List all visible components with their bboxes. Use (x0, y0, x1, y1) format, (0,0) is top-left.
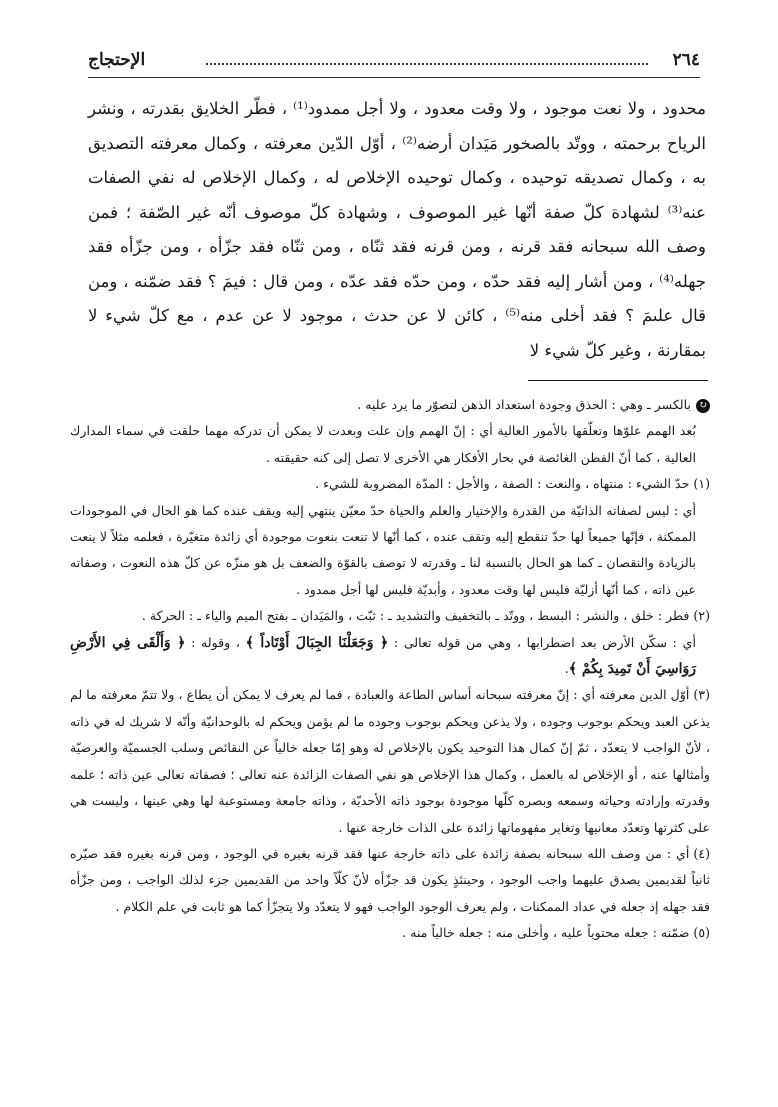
footnote-number: (٤) (693, 845, 710, 861)
footnote-number: (٣) (693, 687, 710, 703)
page-number: ٢٦٤ (672, 50, 700, 70)
main-text (88, 92, 706, 368)
footnote-2-explanation (70, 630, 710, 683)
footnote-text: . (564, 661, 569, 677)
footnote-2 (70, 603, 710, 629)
footnote-text: بالكسر ـ وهي : الحذق وجودة استعداد الذهن لتصوّر ما يرد عليه . (357, 397, 691, 412)
main-paragraph: محدود ، ولا نعت موجود ، ولا وقت معدود ، ولا أجل ممدود⁽¹⁾ ، فطّر الخلايق بقدرته ، ونشر الرياح برحمته ، ووتّد بالصخور مَيَدان أرضه⁽²⁾ ، أوّل الدّين معرفته ، وكمال معرفته التصديق به ، وكمال تصديقه توحيده ، وكمال توحيده الإخلاص له ، وكمال الإخلاص له نفي الصفات عنه⁽³⁾ لشهادة كلّ صفة أنّها غير الموصوف ، وشهادة كلّ موصوف أنّه غير الصّفة ؛ فمن وصف الله سبحانه فقد قرنه ، ومن قرنه فقد ثنّاه ، ومن ثنّاه فقد جزّأه ، ومن جزّأه فقد جهله⁽⁴⁾ ، ومن أشار إليه فقد حدّه ، ومن حدّه فقد عدّه ، ومن قال : فيمَ ؟ فقد ضمّنه ، ومن قال علىمَ ؟ فقد أخلى منه⁽⁵⁾ ، كائن لا عن حدث ، موجود لا عن عدم ، مع كلّ شيء لا بمقارنة ، وغير كلّ شيء لا (88, 99, 707, 360)
footnote-text: ضمّنه : جعله محتوياً عليه ، وأخلى منه : جعله خالياً منه . (402, 925, 690, 941)
footnote-text: أي : سكّن الأرض بعد اضطرابها ، وهي من قوله تعالى : (393, 634, 696, 650)
footnote-5 (70, 920, 710, 946)
footnote-text: فطر : خلق ، والنشر : البسط ، ووتّد ـ بالتخفيف والتشديد ـ : ثبّت ، والمَيَدان ـ بفتح الميم والياء ـ : الحركة . (141, 608, 690, 624)
header-rule (88, 77, 700, 78)
footnote-4 (70, 841, 710, 920)
footnote-1 (70, 471, 710, 497)
footnotes (70, 392, 710, 947)
quran-verse: ﴿ وَأَلْقَى فِي الأَرْضِ رَوَاسِيَ أَنْ تَمِيدَ بِكُمْ ﴾ (70, 634, 696, 678)
running-header (88, 44, 700, 78)
footnote-separator (528, 380, 708, 381)
footnote-number: (١) (693, 476, 710, 492)
footnote-1-explanation: أي : ليس لصفاته الذاتيّة من القدرة والإختيار والعلم والحياة حدّ معيّن ينتهي إليه ويقف عنده كما هو الحال في الموجودات الممكنة ، فإنّها جميعاً لها حدّ تنقطع إليه وتقف عنده ، كما أنّها لا تنعت بنعوت موجودة أي زائدة متغيّرة ، فعلمه مثلاً لا ينعت بالزيادة والنقصان ـ كما هو الحال بالنسبة لنا ـ وقدرته لا توصف بالقوّة والضعف بل هو منزّه عن كلّ هذه النعوت ، وصفاته عين ذاته ، كما أنّها أزليّة فليس لها وقت معدود ، وأبديّة فليس لها أجل ممدود . (70, 502, 696, 597)
footnote-text: أوّل الدين معرفته أي : إنّ معرفته سبحانه أساس الطاعة والعبادة ، فما لم يعرف لا يمكن أن يطاع ، ولا تتمّ معرفته ما لم يذعن العبد ويحكم بوجوب وجوده ، ولا يذعن ويحكم بوجوب وجوده ما لم يؤمن ويحكم له بالوحدانيّة وأنّه لا شريك له في ذاته ، لأنّ الواجب لا يتعدّد ، ثمّ إنّ كمال هذا التوحيد يكون بالإخلاص له وهو إمّا جعله خالياً عن النقائص وسلب الجسميّة والعرضيّة وأمثالها عنه ، أو الإخلاص له بالعمل ، وكمال هذا الإخلاص هو نفي الصفات الزائدة عنه تعالى ؛ فصفاته تعالى عين ذاته ؛ علمه وقدرته وإرادته وحياته وسمعه وبصره كلّها موجودة بوجود ذاته الأحديّة ، وذاته جامعة ومستوعبة لها وهي عينها ، وليست هي على كثرتها وتعدّد معانيها وتغاير مفهوماتها زائدة على الذات خارجة عنها . (70, 687, 710, 835)
footnote-number: (٢) (693, 608, 710, 624)
footnote-text: حدّ الشيء : منتهاه ، والنعت : الصفة ، والأجل : المدّة المضروبة للشيء . (315, 476, 690, 492)
footnote-carry-over (70, 392, 710, 418)
quran-verse: ﴿ وَجَعَلْنَا الجِبَالَ أَوْتَاداً ﴾ (245, 634, 389, 651)
header-leader-dots (206, 63, 648, 65)
footnote-3 (70, 682, 710, 840)
footnote-number: (٥) (693, 925, 710, 941)
book-title: الإحتجاج (88, 50, 146, 70)
footnote-text: ، وقوله : (191, 634, 240, 650)
footnote-text: أي : من وصف الله سبحانه بصفة زائدة على ذاته خارجة عنها فقد قرنه بغيره في الوجود ، ومن قرنه بغيره فقد صيّره ثانياً لقديمين يصدق عليهما واجب الوجود ، وحينئذٍ يكون قد جزّأه لأنّ كلّاً واحد من القديمين جزء لذلك الواجب ، ومن جزّأه فقد جهله إذ جعله في عداد الممكنات ، ولم يعرف الوجود الواجب فهو لا يتعدّد ولا يتجزّأ كما هو ثابت في علم الكلام . (70, 845, 710, 914)
continuation-arrow-icon: ↻ (696, 399, 710, 413)
footnote-carry-over-2: بُعد الهمم علوّها وتعلّقها بالأمور العالية أي : إنّ الهمم وإن علت وبعدت لا يمكن أن تدركه مهما حلقت في سماء المدارك العالية ، كما أنّ الفطن الغائصة في بحار الأفكار هي الأخرى لا تصل إلى كنه حقيقته . (70, 423, 696, 465)
